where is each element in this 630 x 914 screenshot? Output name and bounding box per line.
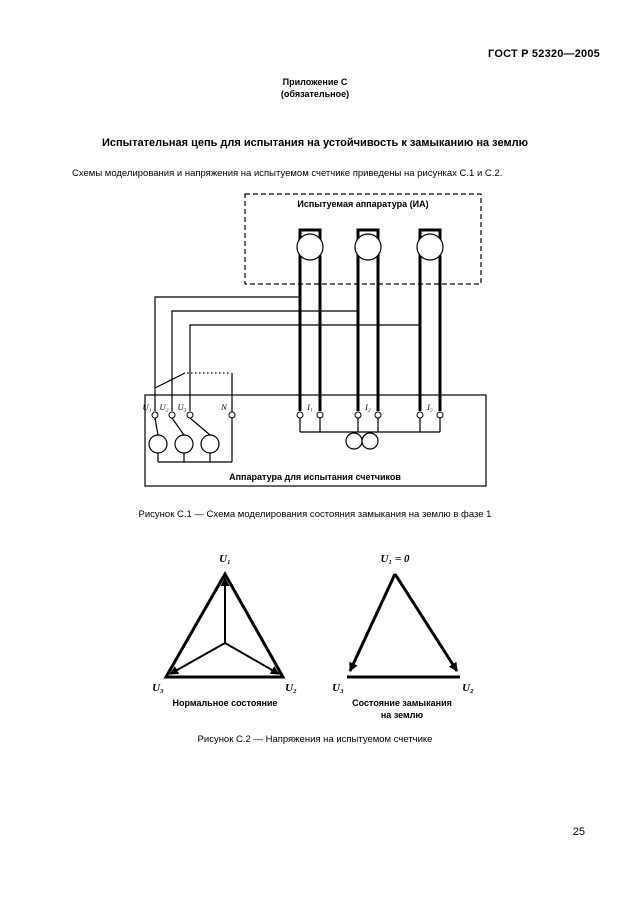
terminal-label-n: N xyxy=(221,402,227,412)
figure-c1-diagram xyxy=(130,192,490,492)
voltage-source-3 xyxy=(201,435,219,453)
fault-phasor-u2 xyxy=(395,574,457,671)
fault-phasor-u3 xyxy=(350,574,395,671)
annex-title: Приложение С xyxy=(282,77,348,87)
figure-c2-caption: Рисунок С.2 — Напряжения на испытуемом счетчике xyxy=(197,734,433,745)
normal-state-diagram xyxy=(152,553,297,708)
phasor-svg xyxy=(130,548,500,728)
fault-right-label: U₂ xyxy=(462,682,474,694)
fault-state-label-line1: Состояние замыкания xyxy=(352,698,452,708)
test-equipment-wiring xyxy=(155,418,440,462)
doc-number: ГОСТ Р 52320—2005 xyxy=(488,48,600,60)
terminal-i2-a xyxy=(355,412,361,418)
page-number: 25 xyxy=(572,826,585,838)
intro-paragraph: Схемы моделирования и напряжения на испытуемом счетчике приведены на рисунках С.1 и С.2. xyxy=(72,168,503,179)
voltage-source-2 xyxy=(175,435,193,453)
voltage-source-1 xyxy=(149,435,167,453)
fault-state-label-line2: на землю xyxy=(380,710,424,720)
terminal-label-i2: I₂ xyxy=(365,402,371,412)
terminal-i3-b xyxy=(437,412,443,418)
current-source-1 xyxy=(346,433,362,449)
terminal-u1 xyxy=(152,412,158,418)
terminal-i1-a xyxy=(297,412,303,418)
circuit-svg xyxy=(130,192,490,492)
terminal-i3-a xyxy=(417,412,423,418)
voltage-tap-wires xyxy=(155,297,420,411)
test-equipment-label: Аппаратура для испытания счетчиков xyxy=(229,472,401,482)
terminal-label-i3: I₃ xyxy=(427,402,433,412)
terminal-label-u3: U₃ xyxy=(177,402,187,412)
fault-left-label: U₃ xyxy=(332,682,344,694)
terminal-i1-b xyxy=(317,412,323,418)
terminal-u3 xyxy=(187,412,193,418)
annex-heading xyxy=(0,76,630,100)
terminal-i2-b xyxy=(375,412,381,418)
terminal-u2 xyxy=(169,412,175,418)
fault-state-diagram xyxy=(332,553,474,720)
normal-apex-label: U₁ xyxy=(219,553,231,565)
normal-state-label: Нормальное состояние xyxy=(172,698,278,708)
fault-apex-label: U₁ = 0 xyxy=(380,553,410,565)
annex-subtitle: (обязательное) xyxy=(280,89,350,99)
terminal-label-u2: U₂ xyxy=(159,402,169,412)
meter-coil-phase2 xyxy=(355,234,381,260)
section-title: Испытательная цепь для испытания на устойчивость к замыканию на землю xyxy=(102,137,528,149)
fault-switch-blade xyxy=(155,373,185,388)
terminal-n xyxy=(229,412,235,418)
meter-coil-phase1 xyxy=(297,234,323,260)
terminal-label-u1: U₁ xyxy=(142,402,152,412)
equipment-under-test-label: Испытуемая аппаратура (ИА) xyxy=(297,199,429,209)
normal-right-label: U₂ xyxy=(285,682,297,694)
figure-c1-caption: Рисунок С.1 — Схема моделирования состояния замыкания на землю в фазе 1 xyxy=(138,509,492,520)
terminal-label-i1: I₁ xyxy=(307,402,313,412)
normal-left-label: U₃ xyxy=(152,682,164,694)
figure-c2-diagram xyxy=(130,548,500,728)
current-source-2 xyxy=(362,433,378,449)
meter-coil-phase3 xyxy=(417,234,443,260)
